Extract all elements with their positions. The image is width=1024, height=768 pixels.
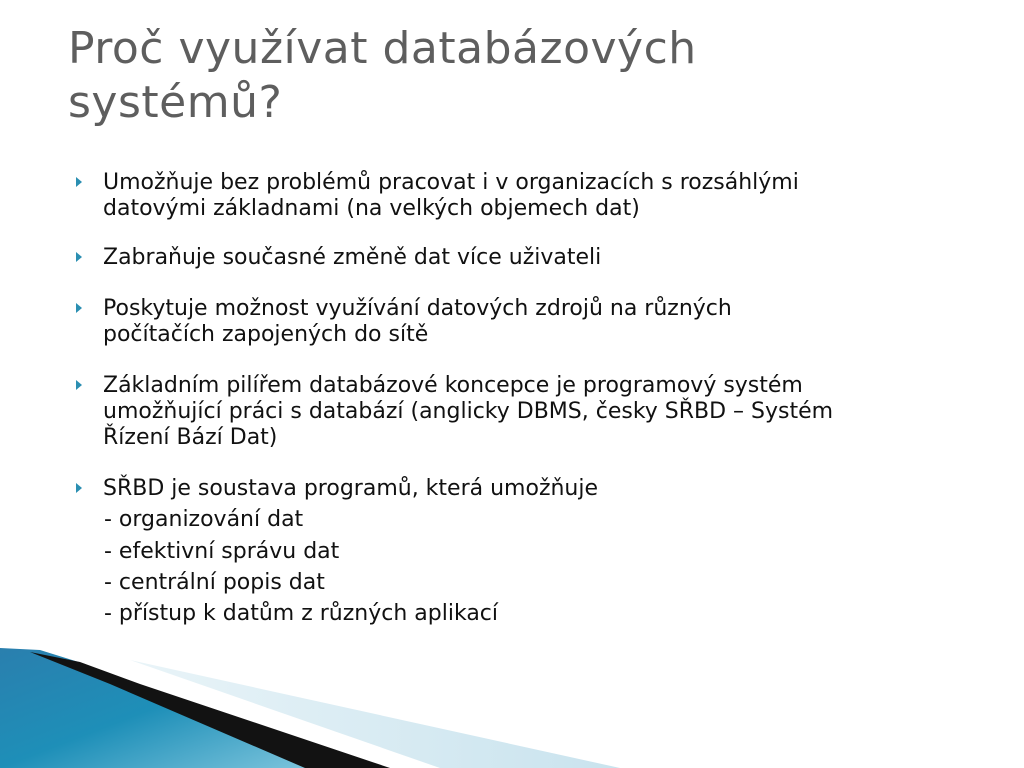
sub-item-2: - efektivní správu dat: [104, 539, 340, 564]
bullet-1-line-1: Umožňuje bez problémů pracovat i v organizacích s rozsáhlými: [103, 170, 799, 195]
bullet-3-line-2: počítačích zapojených do sítě: [103, 322, 429, 347]
triangle-bullet-icon: [76, 380, 82, 390]
bullet-text-4: [103, 373, 973, 451]
slide-title-line-1: Proč využívat databázových: [68, 23, 697, 74]
bullet-text-5: [103, 476, 973, 502]
sub-item-3: - centrální popis dat: [104, 570, 325, 595]
triangle-bullet-icon: [76, 483, 82, 493]
bullet-1-line-2: datovými základnami (na velkých objemech dat): [103, 196, 640, 221]
bullet-4-line-3: Řízení Bází Dat): [103, 425, 278, 450]
bullet-4-line-2: umožňující práci s databází (anglicky DBMS, česky SŘBD – Systém: [103, 399, 834, 424]
bullet-4-line-1: Základním pilířem databázové koncepce je programový systém: [103, 373, 803, 398]
slide-title: [68, 22, 968, 130]
bullet-5-line-1: SŘBD je soustava programů, která umožňuje: [103, 476, 599, 501]
slide-title-line-2: systémů?: [68, 77, 283, 128]
sub-item-1: - organizování dat: [104, 507, 304, 532]
sub-item-4: - přístup k datům z různých aplikací: [104, 601, 499, 626]
bullet-text-3: [103, 296, 973, 348]
triangle-bullet-icon: [76, 177, 82, 187]
triangle-bullet-icon: [76, 252, 82, 262]
bullet-text-2: [103, 245, 973, 271]
bullet-text-1: [103, 170, 973, 222]
bullet-3-line-1: Poskytuje možnost využívání datových zdrojů na různých: [103, 296, 732, 321]
bullet-2-line-1: Zabraňuje současné změně dat více uživateli: [103, 245, 602, 270]
triangle-bullet-icon: [76, 303, 82, 313]
